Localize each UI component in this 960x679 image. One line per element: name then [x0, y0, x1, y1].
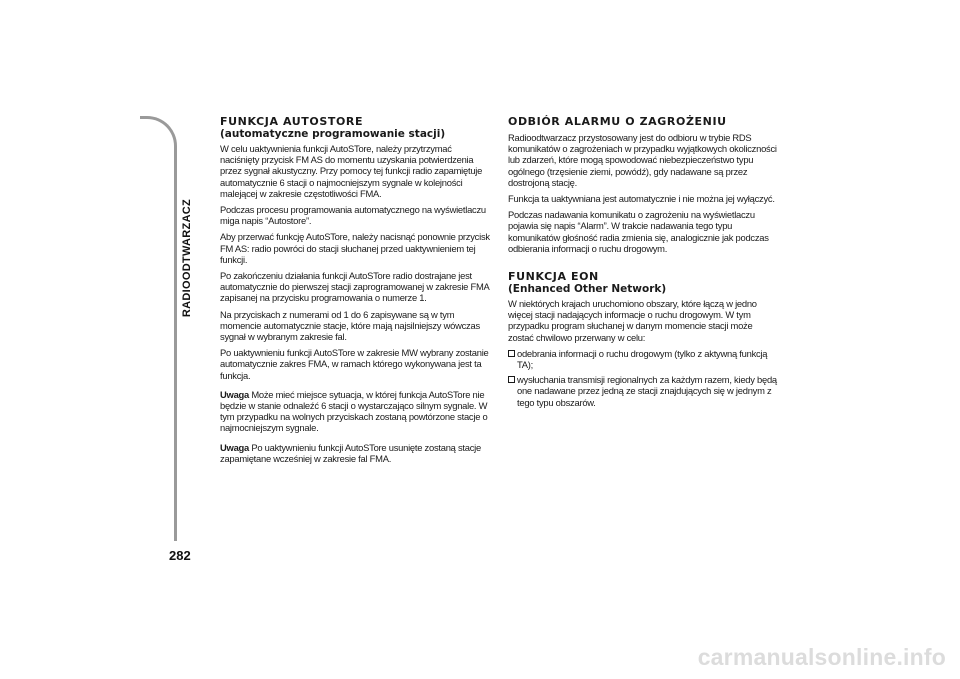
- alarm-paragraph: Radioodtwarzacz przystosowany jest do odbioru w trybie RDS komunikatów o zagrożeniach w przypadku wyjątkowych okoliczności lub zdarzeń, które mogą spowodować niebezpieczeństwo typu ogólnego (trzęsienie ziemi, powódź), gdy nadawane są przez dostrojoną stację.: [508, 132, 777, 188]
- alarm-paragraph: Funkcja ta uaktywniana jest automatycznie i nie można jej wyłączyć.: [508, 193, 775, 205]
- list-item-text: odebrania informacji o ruchu drogowym (tylko z aktywną funkcją TA);: [517, 347, 768, 371]
- section-label: RADIOODTWARZACZ: [181, 198, 193, 318]
- list-item-text: wysłuchania transmisji regionalnych za każdym razem, kiedy będą one nadawane przez jedną ze stacji znajdujących się w jednym z tego typu obszarów.: [517, 374, 777, 408]
- note: [220, 389, 492, 434]
- alarm-paragraph: Podczas nadawania komunikatu o zagrożeniu na wyświetlaczu pojawia się napis “Alarm”. W trakcie nadawania tego typu komunikatów głośność radia zmienia się, analogicznie jak podczas odbierania informacji o ruchu drogowym.: [508, 209, 769, 254]
- page-margin-rail: [140, 116, 177, 541]
- autostore-paragraph: Po zakończeniu działania funkcji AutoSTore radio dostrajane jest automatycznie do pierwszej stacji zaprogramowanej w zakresie FMA zapisanej na przycisku programowania o numerze 1.: [220, 270, 490, 304]
- autostore-subheading: (automatyczne programowanie stacji): [220, 128, 446, 140]
- list-item: [508, 374, 780, 408]
- list-item: [508, 348, 780, 370]
- checkbox-bullet-icon: [508, 376, 515, 383]
- autostore-paragraph: Podczas procesu programowania automatycznego na wyświetlaczu miga napis “Autostore”.: [220, 204, 486, 227]
- eon-paragraph: W niektórych krajach uruchomiono obszary, które łączą w jedno więcej stacji nadających informacje o ruchu drogowym. W tym przypadku program słuchanej w danym momencie stacji może zostać chwilowo przerwany w celu:: [508, 298, 757, 343]
- autostore-paragraph: W celu uaktywnienia funkcji AutoSTore, należy przytrzymać naciśnięty przycisk FM AS do momentu uzyskania potwierdzenia przez sygnał akustyczny. Przy pomocy tej funkcji radio zapamiętuje automatycznie 6 stacji o najmocniejszym sygnale w kolejności malejącej w zakresie częstotliwości FMA.: [220, 143, 483, 199]
- note-text: Po uaktywnieniu funkcji AutoSTore usunięte zostaną stacje zapamiętane wcześniej w zakresie fal FMA.: [220, 441, 481, 464]
- eon-subheading: (Enhanced Other Network): [508, 283, 667, 296]
- eon-heading: FUNKCJA EON: [508, 270, 599, 284]
- autostore-paragraph: Na przyciskach z numerami od 1 do 6 zapisywane są w tym momencie automatycznie stacje, które mają najsilniejszy wówczas sygnał w wybranym zakresie fal.: [220, 308, 480, 343]
- eon-bullet-list: [508, 348, 780, 408]
- alarm-heading: ODBIÓR ALARMU O ZAGROŻENIU: [508, 115, 727, 128]
- autostore-paragraph: Aby przerwać funkcję AutoSTore, należy nacisnąć ponownie przycisk FM AS: radio powróci do stacji słuchanej przed uaktywnieniem tej funkcji.: [220, 231, 490, 265]
- checkbox-bullet-icon: [508, 350, 515, 357]
- note-label: Uwaga: [220, 388, 249, 400]
- watermark: carmanualsonline.info: [697, 644, 946, 670]
- note-label: Uwaga: [220, 441, 249, 453]
- right-column: [508, 116, 780, 412]
- note-text: Może mieć miejsce sytuacja, w której funkcja AutoSTore nie będzie w stanie odnaleźć 6 stacji o wystarczająco silnym sygnale. W tym przypadku na wolnych przyciskach zostaną powtórzone stacje o najmocniejszym sygnale.: [220, 388, 488, 434]
- autostore-paragraph: Po uaktywnieniu funkcji AutoSTore w zakresie MW wybrany zostanie automatycznie zakres FMA, w ramach którego wykonywana jest ta funkcja.: [220, 347, 489, 381]
- autostore-heading: FUNKCJA AUTOSTORE: [220, 115, 364, 128]
- note: [220, 442, 492, 464]
- left-column: [220, 116, 492, 469]
- page-number: 282: [169, 548, 191, 563]
